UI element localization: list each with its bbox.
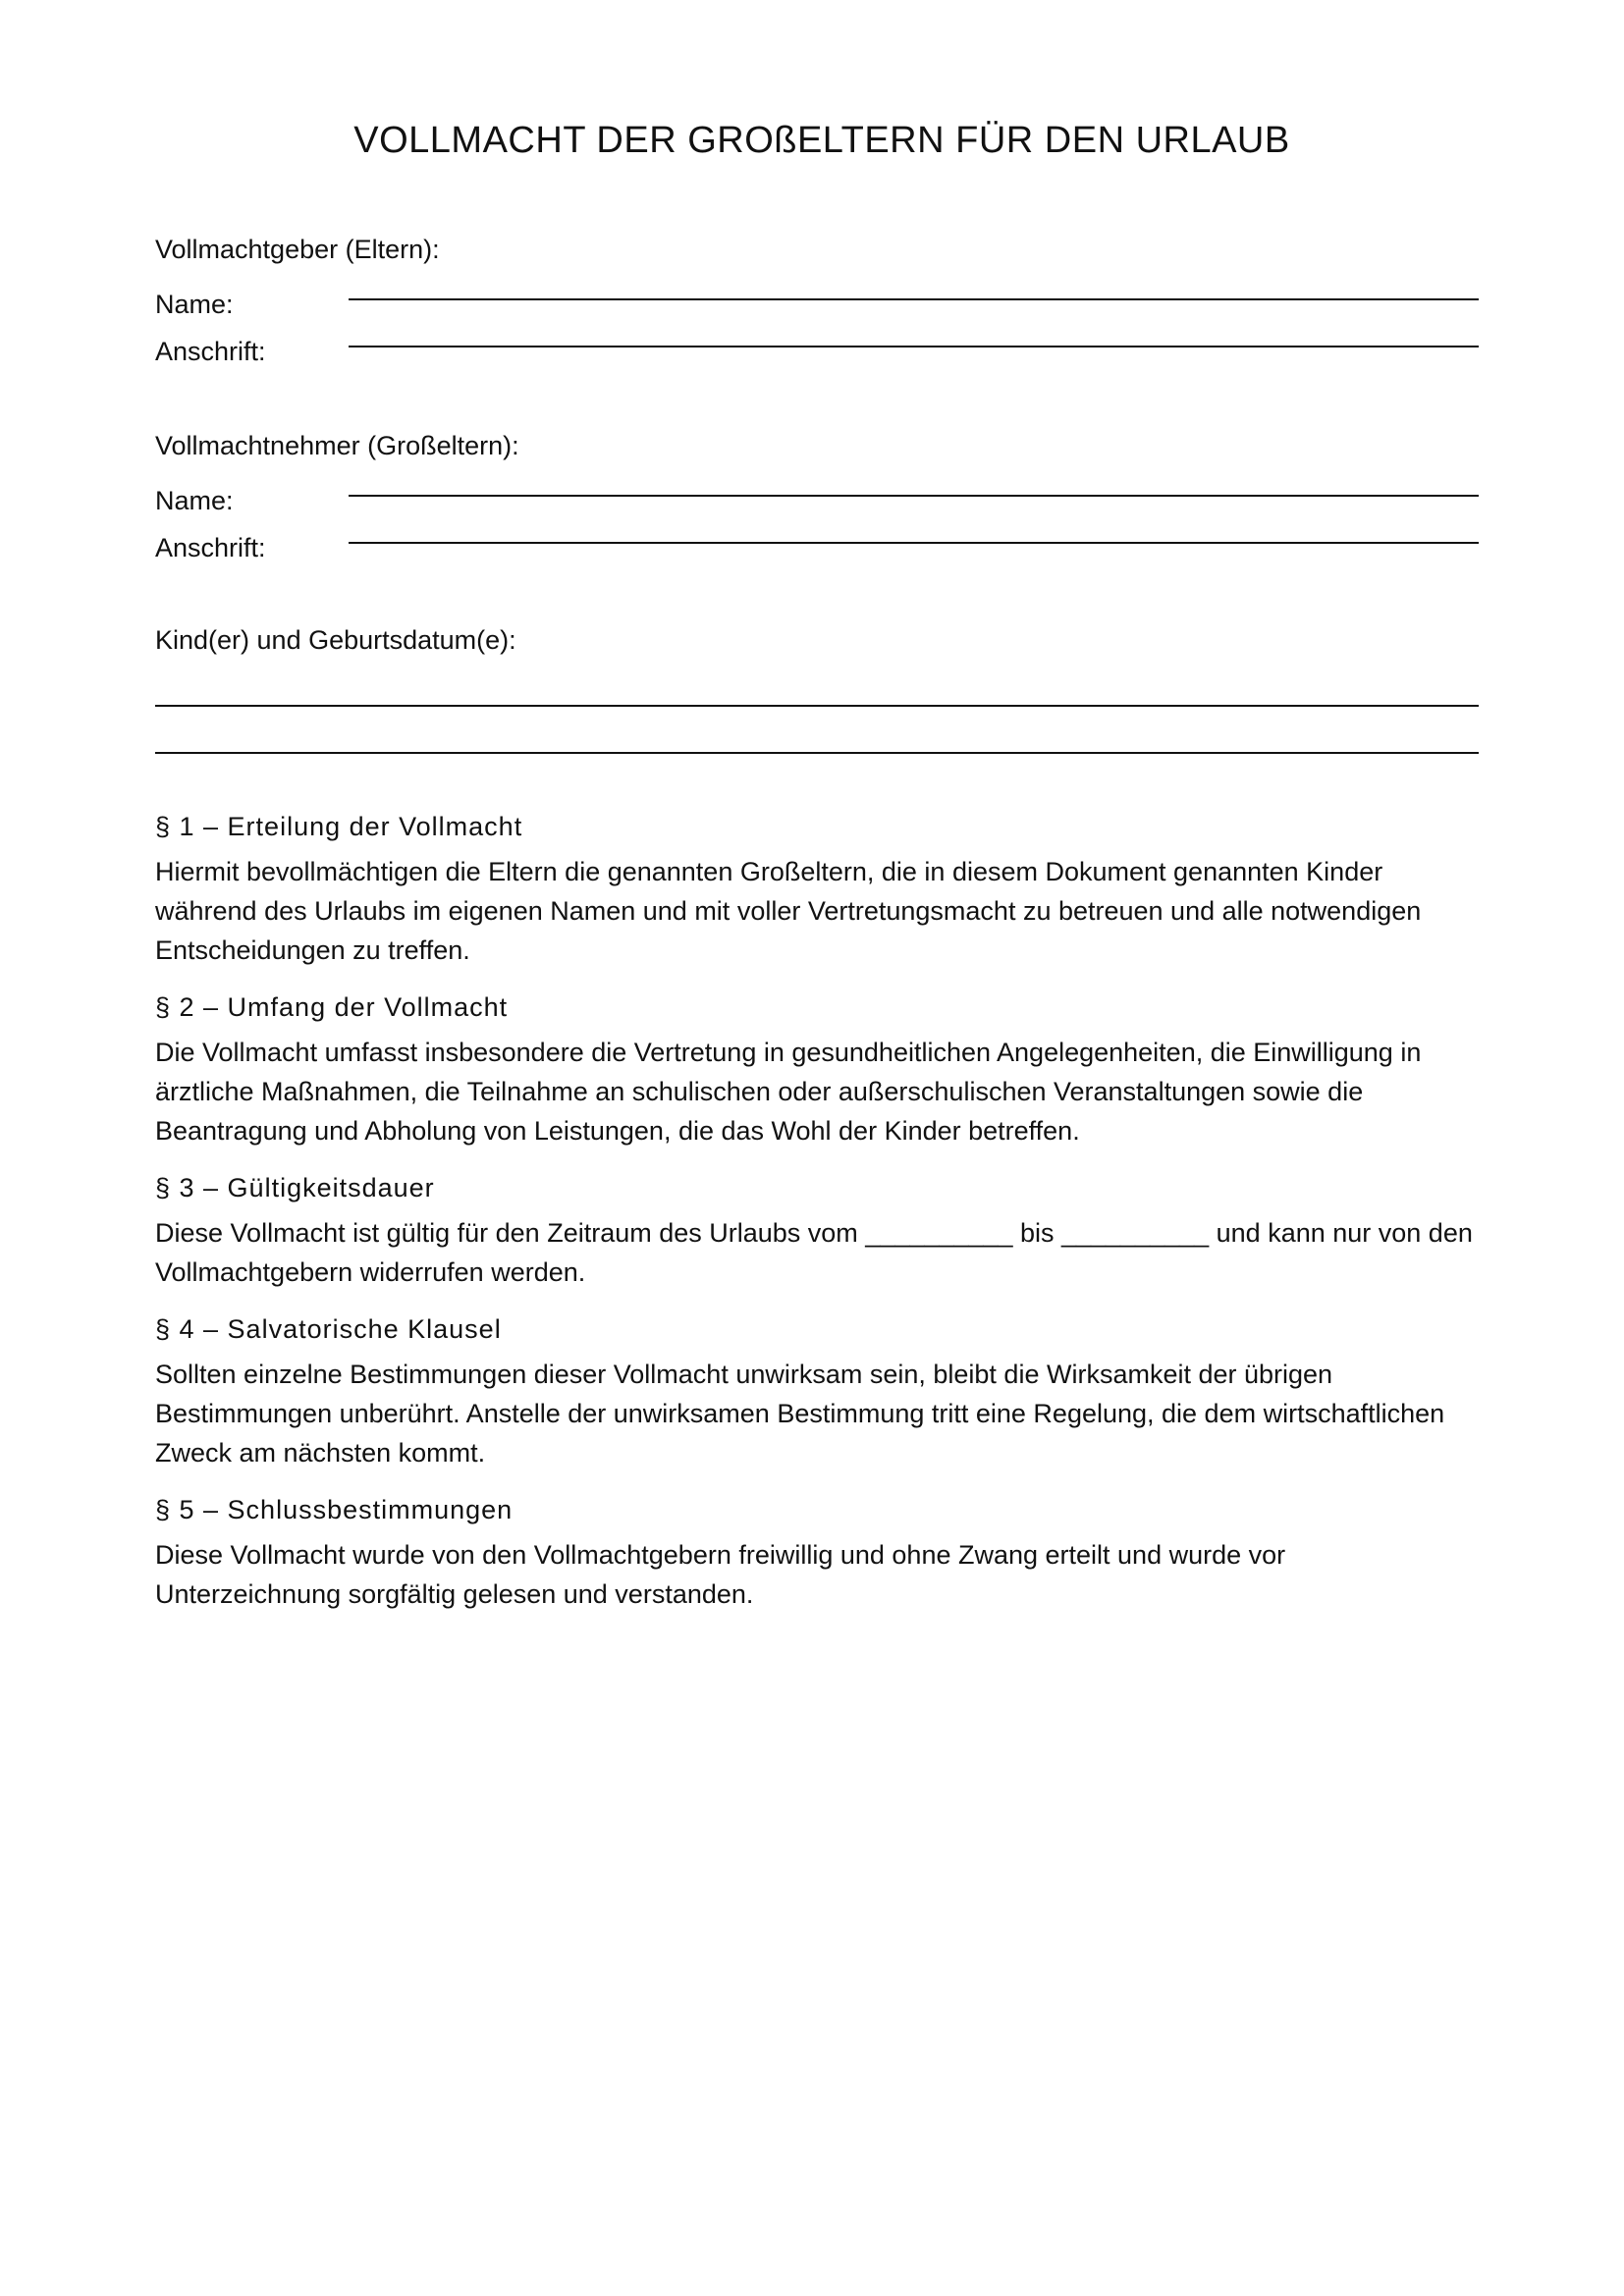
grantee-block (155, 430, 1479, 569)
grantee-address-label: Anschrift: (155, 533, 266, 562)
grantor-address-row (155, 326, 1479, 373)
section-heading: § 5 – Schlussbestimmungen (155, 1495, 514, 1524)
children-label: Kind(er) und Geburtsdatum(e): (155, 625, 516, 655)
grantor-name-label: Name: (155, 290, 234, 319)
section-text: Sollten einzelne Bestimmungen dieser Vollmacht unwirksam sein, bleibt die Wirksamkeit der übrigen Bestimmungen unberührt. Anstelle der unwirksamen Bestimmung tritt eine Regelung, die dem wirtschaftlichen Zweck am nächsten kommt. (155, 1360, 1445, 1468)
section-2 (155, 991, 1479, 1150)
section-5 (155, 1494, 1479, 1614)
section-text: Hiermit bevollmächtigen die Eltern die genannten Großeltern, die in diesem Dokument genannten Kinder während des Urlaubs im eigenen Namen und mit voller Vertretungsmacht zu betreuen und alle notwendigen Entscheidungen zu treffen. (155, 857, 1422, 965)
children-field-line-1[interactable] (155, 705, 1479, 707)
grantor-address-field[interactable] (349, 346, 1479, 347)
grantor-label: Vollmachtgeber (Eltern): (155, 235, 440, 264)
sections-list (155, 811, 1479, 1614)
grantee-label: Vollmachtnehmer (Großeltern): (155, 431, 519, 460)
grantee-name-row (155, 475, 1479, 522)
section-heading: § 3 – Gültigkeitsdauer (155, 1173, 435, 1202)
children-block (155, 624, 1479, 754)
grantor-address-label: Anschrift: (155, 337, 266, 366)
section-1 (155, 811, 1479, 970)
section-heading: § 2 – Umfang der Vollmacht (155, 992, 509, 1022)
section-text: Diese Vollmacht ist gültig für den Zeitraum des Urlaubs vom __________ bis __________ und kann nur von den Vollmachtgebern widerrufen werden. (155, 1218, 1473, 1287)
section-text: Diese Vollmacht wurde von den Vollmachtgebern freiwillig und ohne Zwang erteilt und wurde vor Unterzeichnung sorgfältig gelesen und verstanden. (155, 1540, 1286, 1609)
document-title: VOLLMACHT DER GROßELTERN FÜR DEN URLAUB (353, 120, 1290, 161)
section-heading: § 4 – Salvatorische Klausel (155, 1314, 502, 1344)
section-text: Die Vollmacht umfasst insbesondere die Vertretung in gesundheitlichen Angelegenheiten, die Einwilligung in ärztliche Maßnahmen, die Teilnahme an schulischen oder außerschulischen Veranstaltungen sowie die Beantragung und Abholung von Leistungen, die das Wohl der Kinder betreffen. (155, 1038, 1422, 1146)
grantee-address-field[interactable] (349, 542, 1479, 544)
section-heading: § 1 – Erteilung der Vollmacht (155, 812, 523, 841)
children-field-line-2[interactable] (155, 752, 1479, 754)
section-3 (155, 1172, 1479, 1292)
grantor-block (155, 234, 1479, 373)
grantee-name-label: Name: (155, 486, 234, 515)
section-4 (155, 1313, 1479, 1472)
grantor-name-field[interactable] (349, 298, 1479, 300)
grantee-address-row (155, 522, 1479, 569)
grantee-name-field[interactable] (349, 495, 1479, 497)
grantor-name-row (155, 279, 1479, 326)
